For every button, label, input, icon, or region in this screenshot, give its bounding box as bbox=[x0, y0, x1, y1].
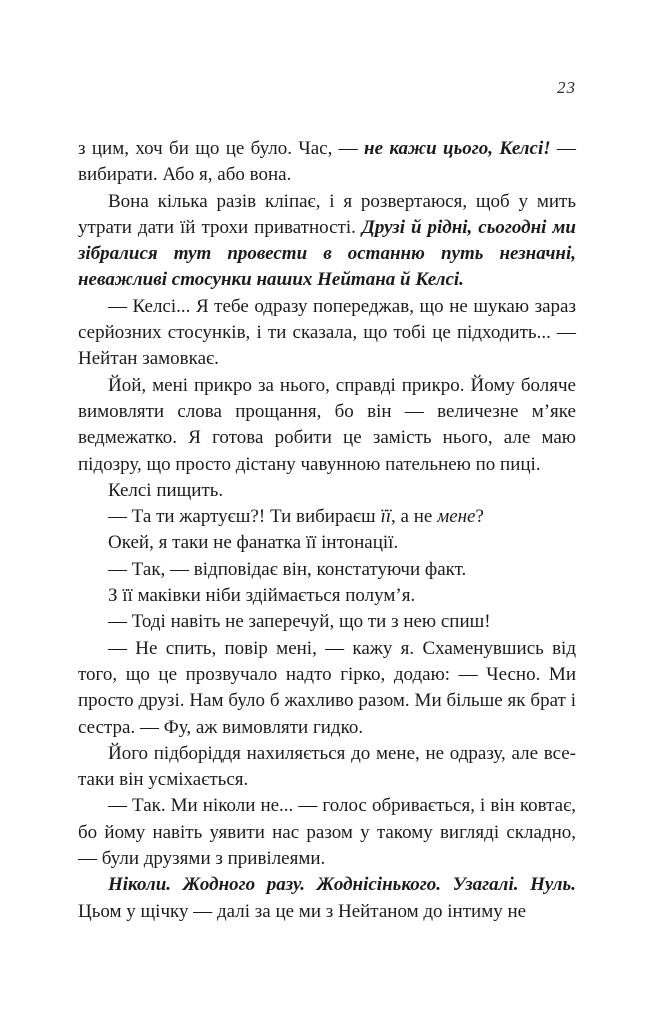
paragraph bbox=[78, 294, 576, 373]
paragraph bbox=[78, 793, 576, 872]
body-text: Цьом у щічку — далі за це ми з Нейтаном до інтиму не bbox=[78, 900, 527, 922]
body-text: — Келсі... Я тебе одразу попереджав, що не шукаю зараз серйозних стосунків, і ти сказала, що тобі це підходить... — Нейтан замовкає. bbox=[78, 295, 576, 370]
body-text: з цим, хоч би що це було. Час, — bbox=[78, 138, 365, 159]
body-text: — Так. Ми ніколи не... — голос обривається, і він ковтає, бо йому навіть уявити нас разом у такому вигляді складно, — були друзями з привілеями. bbox=[78, 795, 576, 870]
paragraph bbox=[78, 373, 576, 478]
paragraph bbox=[78, 609, 576, 635]
body-text: Вона кілька разів кліпає, і я розвертаюся, щоб у мить утрати дати їй трохи приватності. bbox=[78, 190, 576, 238]
paragraph bbox=[78, 504, 576, 530]
body-text: ? bbox=[475, 506, 484, 528]
paragraph bbox=[78, 478, 576, 504]
body-text: Його підборіддя нахиляється до мене, не одразу, але все-таки він усміхається. bbox=[78, 742, 576, 791]
body-text: — Так, — відповідає він, констатуючи факт. bbox=[108, 558, 467, 580]
body-text: Йой, мені прикро за нього, справді прикро. Йому боляче вимовляти слова прощання, бо він — величезне м’яке ведмежатко. Я готова робити це замість нього, але маю підозру, що просто дістану чавунною пательнею по пиці. bbox=[78, 374, 576, 475]
text-block bbox=[78, 78, 576, 925]
paragraph bbox=[78, 189, 576, 294]
body-text: — Тоді навіть не заперечуй, що ти з нею спиш! bbox=[108, 611, 491, 633]
paragraph bbox=[78, 557, 576, 583]
paragraph bbox=[78, 636, 576, 741]
emphasis-text: мене bbox=[437, 506, 476, 528]
paragraph bbox=[78, 583, 576, 609]
body-text: З її маківки ніби здіймається полум’я. bbox=[108, 585, 416, 607]
body-text: — вибирати. Або я, або вона. bbox=[78, 138, 576, 186]
page-number: 23 bbox=[557, 78, 576, 97]
paragraph bbox=[78, 872, 576, 925]
emphasis-text: не кажи цього, Келсі! bbox=[364, 138, 551, 159]
emphasis-text: її bbox=[380, 506, 392, 528]
paragraph bbox=[78, 741, 576, 794]
emphasis-text: Ніколи. Жодного разу. Жоднісінького. Узагалі. Нуль. bbox=[108, 874, 576, 896]
emphasis-text: Друзі й рідні, сьогодні ми зібралися тут провести в останню путь незначні, неважливі стосунки наших Нейтана й Келсі. bbox=[78, 216, 577, 291]
body-text: — Не спить, повір мені, — кажу я. Схаменувшись від того, що це прозвучало надто гірко, додаю: — Чесно. Ми просто друзі. Нам було б жахливо разом. Ми більше як брат і сестра. — Фу, аж вимовляти гидко. bbox=[78, 637, 576, 738]
paragraph bbox=[78, 136, 576, 189]
body-text: Окей, я таки не фанатка її інтонації. bbox=[108, 532, 399, 554]
page-body bbox=[78, 136, 576, 925]
body-text: , а не bbox=[391, 506, 438, 528]
body-text: Келсі пищить. bbox=[108, 479, 224, 501]
paragraph bbox=[78, 530, 576, 556]
body-text: — Та ти жартуєш?! Ти вибираєш bbox=[108, 506, 381, 528]
